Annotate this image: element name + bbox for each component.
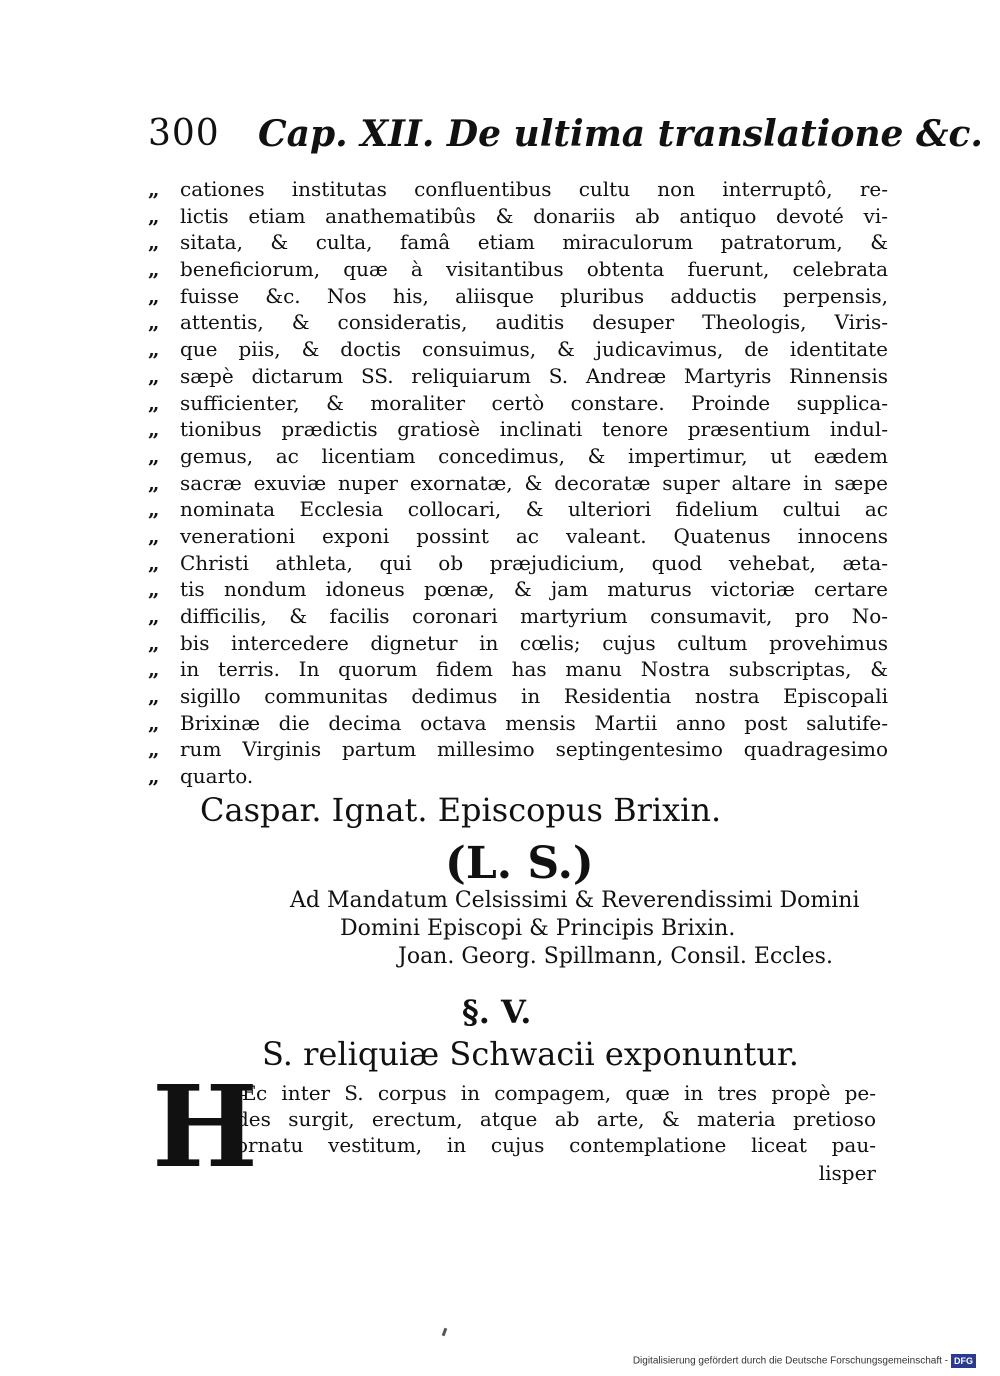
digitization-credit xyxy=(633,1354,976,1369)
quote-mark: „ xyxy=(148,497,160,522)
quote-line-text: difficilis, & facilis coronari martyrium consumavit, pro No- xyxy=(180,604,888,628)
quote-line-text: fuisse &c. Nos his, aliisque pluribus adductis perpensis, xyxy=(180,283,888,308)
mandate-line-2: Domini Episcopi & Principis Brixin. xyxy=(340,916,736,941)
quote-mark: „ xyxy=(148,764,160,789)
body-line: ornatu vestitum, in cujus contemplatione liceat pau- xyxy=(236,1133,876,1157)
quote-line xyxy=(148,416,888,443)
quote-line-text: Brixinæ die decima octava mensis Martii anno post salutife- xyxy=(180,710,888,735)
quote-mark: „ xyxy=(148,630,160,655)
credit-text: Digitalisierung gefördert durch die Deutsche Forschungsgemeinschaft - xyxy=(632,1355,948,1367)
quote-mark: „ xyxy=(148,710,160,735)
quote-line xyxy=(148,630,888,657)
dfg-logo: DFG xyxy=(951,1354,976,1368)
quote-line-text: attentis, & consideratis, auditis desuper Theologis, Viris- xyxy=(180,310,888,335)
quote-mark: „ xyxy=(148,337,160,362)
quote-line xyxy=(148,763,888,790)
drop-cap: H xyxy=(152,1062,258,1193)
quote-line xyxy=(148,176,888,203)
quote-mark: „ xyxy=(148,203,160,228)
quote-mark: „ xyxy=(148,363,160,388)
body-line: des surgit, erectum, atque ab arte, & materia pretioso xyxy=(236,1107,876,1131)
quote-line-text: Christi athleta, qui ob præjudicium, quod vehebat, ætа- xyxy=(180,550,888,575)
quote-line xyxy=(148,309,888,336)
quote-line xyxy=(148,683,888,710)
quote-line xyxy=(148,229,888,256)
quote-line-text: tionibus prædictis gratiosè inclinati tenore præsentium indul- xyxy=(180,417,888,442)
quote-mark: „ xyxy=(148,523,160,548)
quote-line-text: sacræ exuviæ nuper exornatæ, & decoratæ super altare in sæpe xyxy=(180,470,888,495)
quote-line xyxy=(148,550,888,577)
quote-line-text: in terris. In quorum fidem has manu Nostra subscriptas, & xyxy=(180,657,888,682)
quote-line xyxy=(148,496,888,523)
quote-line xyxy=(148,443,888,470)
quote-line xyxy=(148,656,888,683)
signer-name: Caspar. Ignat. Episcopus Brixin. xyxy=(200,791,722,829)
quote-mark: „ xyxy=(148,283,160,308)
quote-line-text: nominata Ecclesia collocari, & ulteriori fidelium cultui ac xyxy=(180,497,888,522)
quote-mark: „ xyxy=(148,577,160,602)
quote-line-text: gemus, ac licentiam concedimus, & impertimur, ut eædem xyxy=(180,443,888,468)
mandate-line-3: Joan. Georg. Spillmann, Consil. Eccles. xyxy=(398,944,833,969)
catchword: lisper xyxy=(818,1161,876,1185)
quote-line-text: tis nondum idoneus pœnæ, & jam maturus victoriæ certare xyxy=(180,577,888,602)
quote-line xyxy=(148,523,888,550)
seal-mark: (L. S.) xyxy=(445,838,594,889)
quote-mark: „ xyxy=(148,257,160,282)
quote-line-text: rum Virginis partum millesimo septingentesimo quadragesimo xyxy=(180,737,888,762)
quote-mark: „ xyxy=(148,443,160,468)
quote-line xyxy=(148,470,888,497)
quote-mark: „ xyxy=(148,604,160,628)
body-paragraph xyxy=(236,1080,876,1158)
quote-mark: „ xyxy=(148,684,160,709)
quote-line-text: venerationi exponi possint ac valeant. Quatenus innocens xyxy=(180,523,888,548)
quote-line xyxy=(148,363,888,390)
quote-line-text: bis intercedere dignetur in cœlis; cujus cultum provehimus xyxy=(180,630,888,655)
quote-line xyxy=(148,336,888,363)
quote-line-text: cationes institutas confluentibus cultu non interruptô, re- xyxy=(180,177,888,201)
quote-mark: „ xyxy=(148,177,160,201)
quote-line xyxy=(148,576,888,603)
quote-mark: „ xyxy=(148,737,160,762)
mandate-line-1: Ad Mandatum Celsissimi & Reverendissimi Domini xyxy=(290,888,860,913)
quote-line xyxy=(148,390,888,417)
quote-mark: „ xyxy=(148,390,160,415)
quote-line-text: lictis etiam anathematibûs & donariis ab antiquo devoté vi- xyxy=(180,203,888,228)
section-number: §. V. xyxy=(462,993,532,1031)
quote-mark: „ xyxy=(148,230,160,255)
quote-line-text: sitata, & culta, famâ etiam miraculorum patratorum, & xyxy=(180,230,888,255)
quote-mark: „ xyxy=(148,470,160,495)
quoted-decree xyxy=(148,176,888,790)
quote-line xyxy=(148,203,888,230)
quote-line xyxy=(148,710,888,737)
quote-line-text: quarto. xyxy=(180,764,254,789)
quote-line xyxy=(148,256,888,283)
quote-mark: „ xyxy=(148,310,160,335)
quote-line xyxy=(148,283,888,310)
stray-mark xyxy=(442,1328,448,1337)
body-line: Æc inter S. corpus in compagem, quæ in tres propè pe- xyxy=(236,1081,876,1105)
quote-line-text: beneficiorum, quæ à visitantibus obtenta fuerunt, celebrata xyxy=(180,257,888,282)
quote-line xyxy=(148,736,888,763)
quote-line-text: sæpè dictarum SS. reliquiarum S. Andreæ Martyris Rinnensis xyxy=(180,363,888,388)
quote-line-text: que piis, & doctis consuimus, & judicavimus, de identitate xyxy=(180,337,888,362)
quote-mark: „ xyxy=(148,657,160,682)
quote-mark: „ xyxy=(148,417,160,442)
quote-line-text: sigillo communitas dedimus in Residentia nostra Episcopali xyxy=(180,684,888,709)
quote-line xyxy=(148,603,888,630)
quote-mark: „ xyxy=(148,550,160,575)
page-header xyxy=(148,110,983,160)
section-title: S. reliquiæ Schwacii exponuntur. xyxy=(262,1035,799,1073)
quote-line-text: sufficienter, & moraliter certò constare. Proinde supplica- xyxy=(180,390,888,415)
running-title: Cap. XII. De ultima translatione &c. xyxy=(258,113,983,155)
page-number: 300 xyxy=(148,113,220,154)
